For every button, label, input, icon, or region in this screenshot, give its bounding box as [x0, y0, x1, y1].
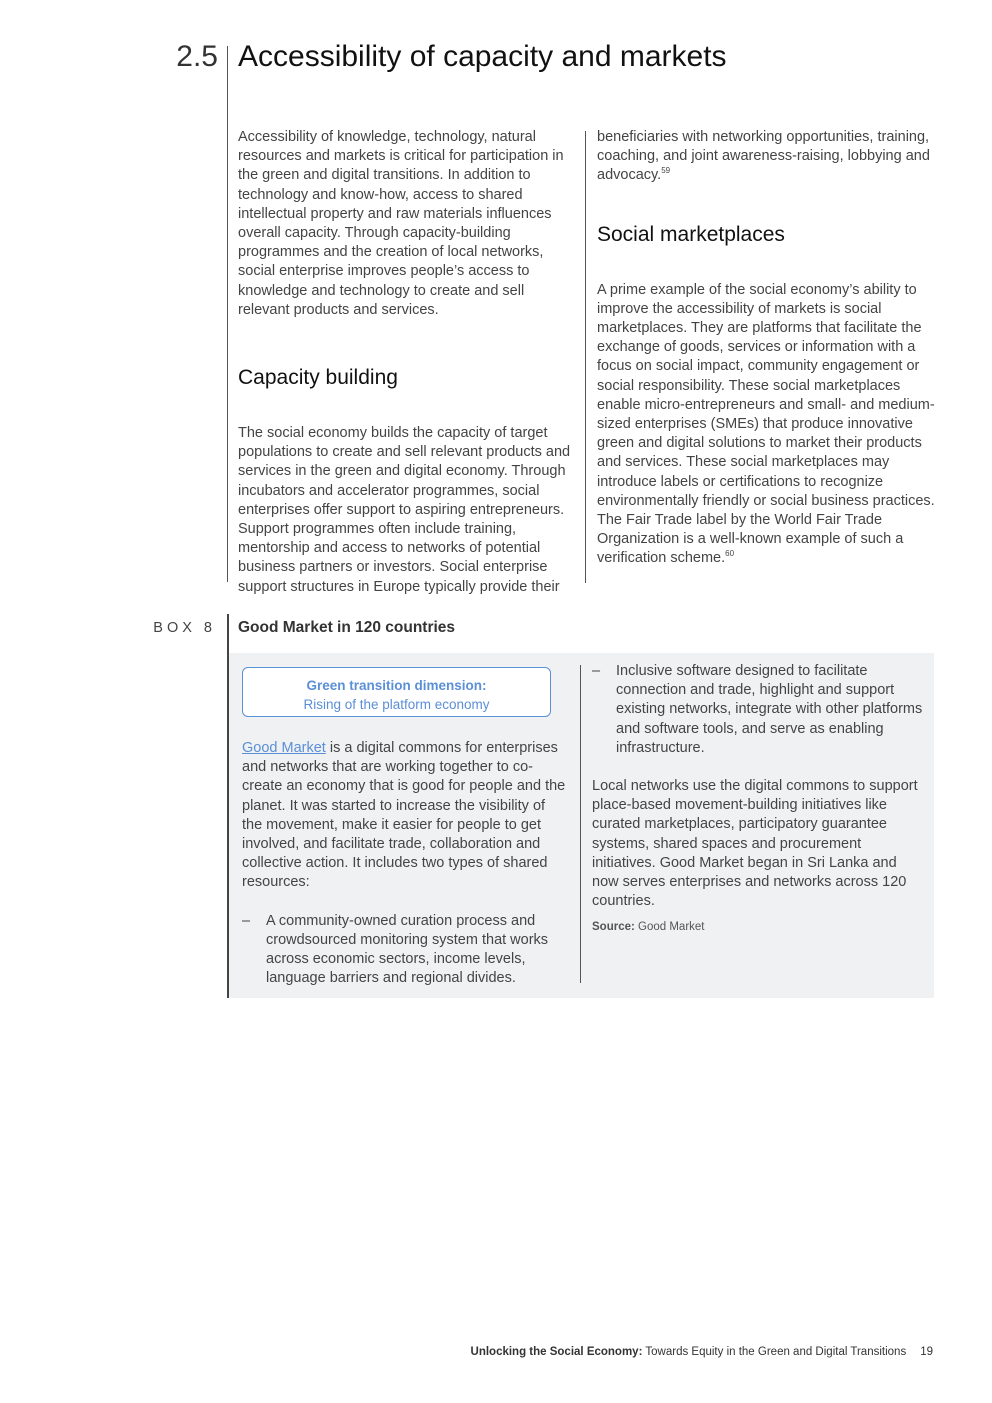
- list-item: [242, 912, 567, 989]
- box-title: Good Market in 120 countries: [238, 619, 456, 636]
- box-label: BOX 8: [153, 620, 216, 636]
- dash-bullet: –: [242, 912, 251, 929]
- page-number: 19: [920, 1346, 933, 1358]
- good-market-link[interactable]: Good Market: [242, 740, 326, 756]
- bullet-text-1: A community-owned curation process and crowdsourced monitoring system that works across economic sectors, income levels, language barriers and regional divides.: [266, 912, 549, 987]
- column-divider: [585, 131, 586, 583]
- capacity-building-heading: Capacity building: [238, 366, 398, 390]
- dash-bullet: –: [592, 663, 601, 679]
- box-left-column: [242, 739, 567, 988]
- section-rule: [227, 46, 228, 582]
- local-networks-paragraph: Local networks use the digital commons to support place-based movement-building initiatives like curated marketplaces, participatory guarantee systems, shared spaces and procurement initiatives. Good Market began in Sri Lanka and now serves enterprises and networks across 120 countries.: [592, 778, 918, 910]
- social-marketplaces-text: A prime example of the social economy’s ability to improve the accessibility of markets is social marketplaces. They are platforms that facilitate the exchange of goods, services or information with a focus on social impact, community engagement or social responsibility. These social marketplaces enable micro-entrepreneurs and small- and medium-sized enterprises (SMEs) that produce innovative green and digital solutions to market their products and services. These social marketplaces may introduce labels or certifications to recognize environmentally friendly or social business practices. The Fair Trade label by the World Fair Trade Organization is a well-known example of such a verification scheme.: [597, 281, 935, 567]
- capacity-building-paragraph: The social economy builds the capacity of target populations to create and sell relevant products and services in the green and digital economy. Through incubators and accelerator programmes, social enterprises offer support to aspiring entrepreneurs. Support programmes often include training, mentorship and access to networks of potential business partners or investors. Social enterprise support structures in Europe typically provide their: [238, 425, 571, 595]
- source-value: Good Market: [634, 921, 705, 934]
- intro-paragraph: Accessibility of knowledge, technology, natural resources and markets is critical for participation in the green and digital transitions. In addition to technology and know-how, access to shared intellectual property and raw materials influences overall capacity. Through capacity-building programmes and the creation of local networks, social enterprise improves people’s access to knowledge and technology to create and sell relevant products and services.: [238, 129, 564, 318]
- source-note: [592, 919, 927, 935]
- social-marketplaces-paragraph: [597, 281, 942, 569]
- list-item: [592, 662, 927, 758]
- footnote-ref-60[interactable]: 60: [725, 549, 735, 559]
- footnote-ref-59[interactable]: 59: [661, 166, 671, 176]
- social-marketplaces-heading: Social marketplaces: [597, 222, 785, 246]
- section-number: 2.5: [176, 40, 218, 73]
- box-divider: [580, 665, 581, 983]
- continuation-text: beneficiaries with networking opportunities, training, coaching, and joint awareness-raising, lobbying and advocacy.: [597, 129, 930, 184]
- continuation-paragraph: [597, 128, 942, 186]
- dimension-subtitle: Rising of the platform economy: [303, 697, 490, 712]
- page-footer: [471, 1346, 933, 1358]
- footer-title-rest: Towards Equity in the Green and Digital Transitions: [642, 1346, 907, 1358]
- box-right-column: [592, 662, 927, 935]
- dimension-card: [242, 667, 551, 717]
- source-label: Source:: [592, 921, 635, 934]
- footer-title-bold: Unlocking the Social Economy:: [470, 1346, 643, 1358]
- box-intro-paragraph: [242, 739, 567, 893]
- left-column: [238, 128, 578, 597]
- bullet-text-2: Inclusive software designed to facilitate connection and trade, highlight and support existing networks, integrate with other platforms and software tools, and serve as enabling infrastructure.: [616, 663, 923, 756]
- section-title: Accessibility of capacity and markets: [238, 40, 727, 73]
- right-column: [597, 128, 942, 569]
- box-intro-text: is a digital commons for enterprises and networks that are working together to co-create an economy that is good for people and the planet. It was started to increase the visibility of the movement, make it easier for people to get involved, and facilitate trade, collaboration and collective action. It includes two types of shared resources:: [242, 740, 566, 891]
- dimension-title: Green transition dimension:: [306, 678, 487, 693]
